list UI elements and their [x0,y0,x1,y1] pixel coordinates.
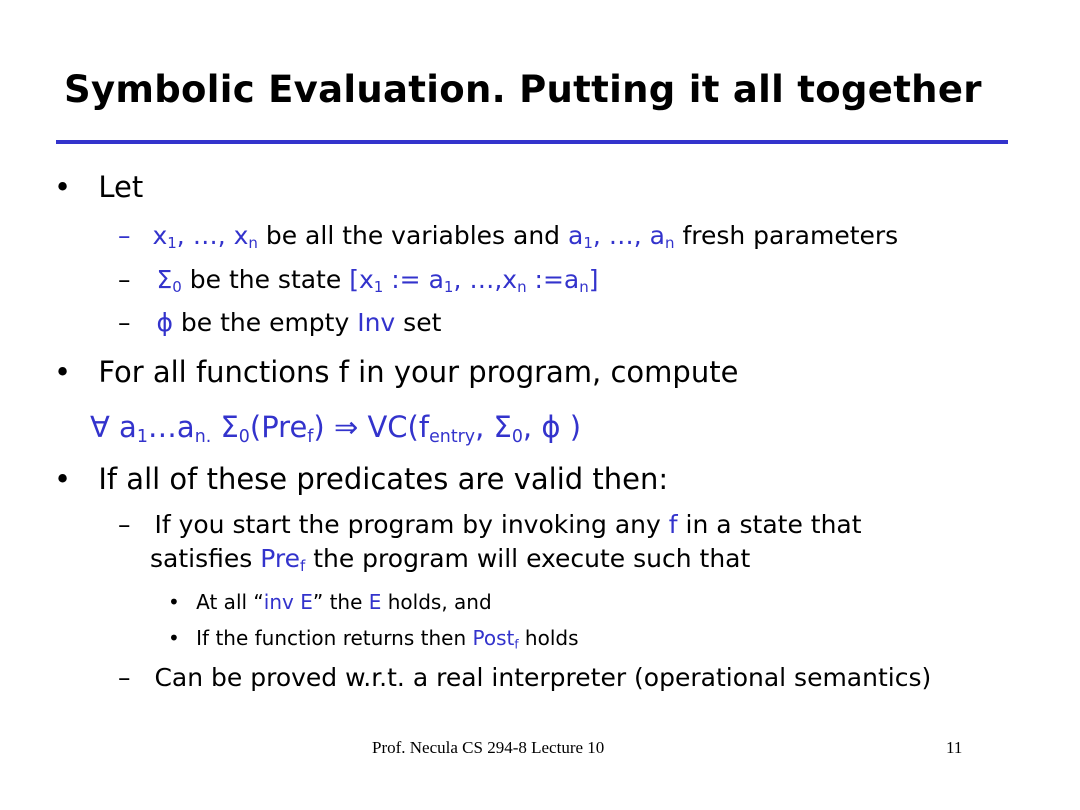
sigma-symbol: $\Sigma_0$ [156,265,182,297]
item-text: ” the [312,590,369,614]
page-number: 11 [946,738,963,757]
item-text: be the state [181,265,350,294]
bullet-dot: • [54,355,72,389]
f-symbol: f [668,510,678,539]
x-variables: $x_1$, …, $x_n$ [152,221,258,253]
item-text: At all “ [196,590,264,614]
dash: – [118,308,131,337]
valid-item-start-cont [150,544,751,576]
sub-item-post [168,626,579,650]
bullet-text: If all of these predicates are valid then: [98,462,669,496]
bullet-compute [54,355,738,389]
bullet-text: Let [98,170,144,204]
item-text: fresh parameters [674,221,899,250]
dash: – [118,663,131,692]
let-item-inv [118,308,441,337]
item-text: be all the variables and [257,221,568,250]
item-text: If you start the program by invoking any [154,510,669,539]
item-text: be the empty [172,308,358,337]
let-item-state [118,265,599,297]
bullet-valid [54,462,668,496]
sub-bullet: • [168,626,180,650]
footer-course: Prof. Necula CS 294-8 Lecture 10 [372,738,605,757]
item-text: If the function returns then [196,626,473,650]
let-item-variables [118,221,899,253]
state-expression: [$x_1$ := $a_1$, $\dots,x_n$ $:=a_n$] [349,265,599,297]
item-text: set [395,308,442,337]
bullet-let [54,170,143,204]
dash: – [118,510,131,539]
sub-item-inv [168,590,492,614]
phi-symbol: ϕ [156,308,173,337]
title-underline [56,140,1008,144]
a-parameters: $a_1$, …, $a_n$ [568,221,675,253]
item-text: the program will execute such that [305,544,751,573]
inv-e: inv E [263,590,313,614]
item-text: satisfies [150,544,261,573]
bullet-text: For all functions f in your program, compute [98,355,739,389]
sub-bullet: • [168,590,180,614]
item-text: holds, and [381,590,492,614]
item-text: Can be proved w.r.t. a real interpreter (operational semantics) [154,663,932,692]
item-text: in a state that [677,510,862,539]
dash: – [118,221,131,250]
slide-title: Symbolic Evaluation. Putting it all together [64,68,982,111]
e-symbol: E [368,590,382,614]
post-symbol: Post$_f$ [472,626,519,652]
dash: – [118,265,131,294]
vc-formula: ∀ $a_1\dots a_{n.}$ $\Sigma_0(Pre_f)$ ⇒ $VC(f_{entry}$, $\Sigma_0$, ϕ ) [90,410,582,447]
valid-item-proved [118,663,931,692]
item-text: holds [518,626,579,650]
pre-symbol: Pre$_f$ [260,544,306,576]
bullet-dot: • [54,462,72,496]
inv-keyword: Inv [357,308,396,337]
valid-item-start [118,510,862,539]
bullet-dot: • [54,170,72,204]
